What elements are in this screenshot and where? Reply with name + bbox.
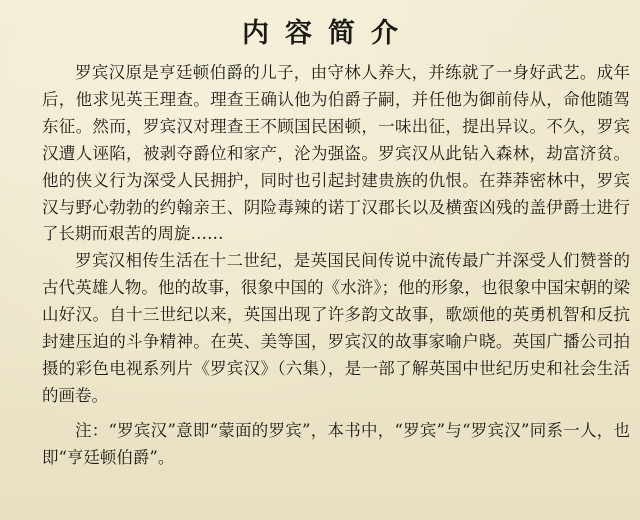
paragraph-story: 罗宾汉原是亨廷顿伯爵的儿子，由守林人养大，并练就了一身好武艺。成年后，他求见英王理查。理查王确认他为伯爵子嗣，并任他为御前侍从，命他随驾东征。然而，罗宾汉对理查王不顾国民困顿，一味出征，提出异议。不久，罗宾汉遭人诬陷，被剥夺爵位和家产，沦为强盗。罗宾汉从此钻入森林，劫富济贫。他的侠义行为深受人民拥护，同时也引起封建贵族的仇恨。在莽莽密林中，罗宾汉与野心勃勃的约翰亲王、阴险毒辣的诺丁汉郡长以及横蛮凶残的盖伊爵士进行了长期而艰苦的周旋…… (42, 63, 630, 244)
paragraph-note: 注：“罗宾汉”意即“蒙面的罗宾”，本书中，“罗宾”与“罗宾汉”同系一人，也即“亨廷顿伯爵”。 (42, 420, 630, 467)
paragraph-background: 罗宾汉相传生活在十二世纪，是英国民间传说中流传最广并深受人们赞誉的古代英雄人物。他的故事，很象中国的《水浒》；他的形象，也很象中国宋朝的梁山好汉。自十三世纪以来，英国出现了许多韵文故事，歌颂他的英勇机智和反抗封建压迫的斗争精神。在英、美等国，罗宾汉的故事家喻户晓。英国广播公司拍摄的彩色电视系列片《罗宾汉》（六集），是一部了解英国中世纪历史和社会生活的画卷。 (42, 251, 630, 405)
summary-body (42, 60, 630, 472)
page-title: 内容简介 (242, 18, 414, 49)
